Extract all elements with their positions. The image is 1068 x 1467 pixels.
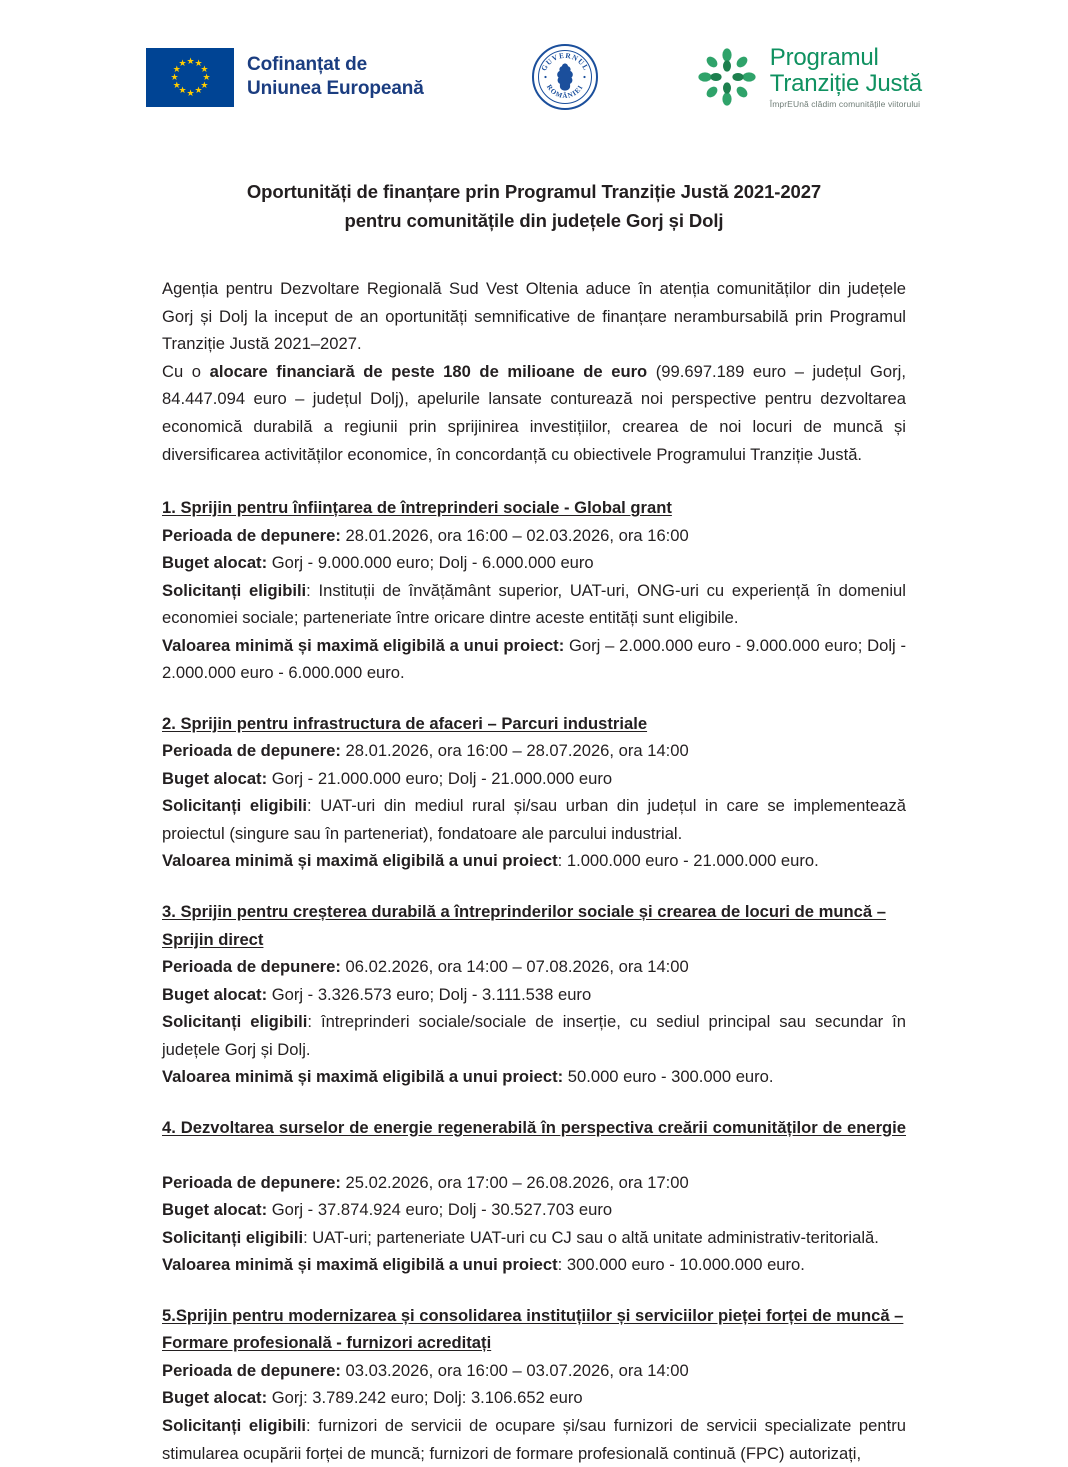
valoare-label-line — [162, 632, 906, 687]
perioada-label-line — [162, 737, 906, 765]
buget-label-line — [162, 549, 906, 577]
buget-label: Buget alocat: — [162, 553, 268, 573]
svg-text:GUVERNUL: GUVERNUL — [538, 50, 591, 73]
buget-value: Gorj - 21.000.000 euro; Dolj - 21.000.000 euro — [267, 768, 613, 788]
buget-value: Gorj - 9.000.000 euro; Dolj - 6.000.000 euro — [267, 553, 594, 573]
section-heading-1: 1. Sprijin pentru înființarea de întreprinderi sociale - Global grant — [162, 498, 672, 518]
ptj-logo-tagline: ÎmprEUnă clădim comunitățile viitorului — [769, 98, 921, 109]
solicitanti-label-line — [162, 1008, 906, 1063]
solicitanti-label: Solicitanți eligibili — [162, 1416, 307, 1435]
intro-p2-bold: alocare financiară de peste 180 de milioane de euro — [209, 361, 648, 381]
solicitanti-label: Solicitanți eligibili — [162, 580, 307, 600]
valoare-label-line — [162, 1063, 906, 1091]
ptj-logo-line2: Tranziție Justă — [769, 69, 922, 97]
perioada-label: Perioada de depunere: — [162, 957, 341, 977]
eu-logo-line1: Cofinanțat de — [247, 53, 368, 75]
eu-star-icon: ★ — [194, 85, 203, 96]
page-title — [162, 178, 906, 235]
eu-logo-text — [247, 53, 424, 102]
svg-text:ROMÂNIEI: ROMÂNIEI — [544, 83, 585, 101]
intro-block — [162, 275, 906, 468]
section-heading-4: 4. Dezvoltarea surselor de energie regenerabilă în perspectiva creării comunităților de energie — [162, 1117, 906, 1137]
buget-label-line — [162, 765, 906, 793]
page-title-line2: pentru comunitățile din județele Gorj și Dolj — [344, 209, 724, 231]
solicitanti-label: Solicitanți eligibili — [162, 1012, 308, 1032]
section-heading-5: 5.Sprijin pentru modernizarea și consolidarea instituțiilor și serviciilor pieței forței de muncă – Formare profesională - furnizori acreditați — [162, 1305, 904, 1353]
funding-section — [162, 494, 906, 687]
perioada-value: 06.02.2026, ora 14:00 – 07.08.2026, ora 14:00 — [340, 957, 689, 977]
valoare-label: Valoarea minimă și maximă eligibilă a unui proiect: — [162, 1067, 564, 1087]
perioada-label-line — [162, 1169, 906, 1197]
logo-bar — [0, 0, 1068, 116]
perioada-label-line — [162, 953, 906, 981]
buget-label: Buget alocat: — [162, 768, 268, 788]
perioada-label: Perioada de depunere: — [162, 1172, 341, 1192]
perioada-label: Perioada de depunere: — [162, 525, 341, 545]
perioada-value: 25.02.2026, ora 17:00 – 26.08.2026, ora 17:00 — [340, 1172, 689, 1192]
intro-paragraph-1: Agenția pentru Dezvoltare Regională Sud Vest Oltenia aduce în atenția comunităților din județele Gorj și Dolj la inceput de an oportunități semnificative de finanțare nerambursabilă prin Programul Tranziție Justă 2021–2027. — [162, 279, 906, 354]
buget-label-line — [162, 1384, 906, 1412]
buget-label-line — [162, 1196, 906, 1224]
eu-star-icon: ★ — [178, 85, 187, 96]
solicitanti-label: Solicitanți eligibili — [162, 1227, 304, 1247]
section-heading-3: 3. Sprijin pentru creșterea durabilă a întreprinderilor sociale și crearea de locuri de muncă – Sprijin direct — [162, 901, 886, 949]
valoare-label-line — [162, 847, 906, 875]
valoare-value: : 300.000 euro - 10.000.000 euro. — [557, 1255, 805, 1275]
solicitanti-label-line — [162, 792, 906, 847]
perioada-value: 03.03.2026, ora 16:00 – 03.07.2026, ora 14:00 — [340, 1360, 689, 1380]
buget-value: Gorj: 3.789.242 euro; Dolj: 3.106.652 euro — [267, 1388, 583, 1408]
solicitanti-value: : Instituții de învățământ superior, UAT-uri, ONG-uri cu experiență în domeniul economiei sociale; parteneriate între oricare dintre aceste entități sunt eligibile. — [162, 580, 906, 628]
intro-p2-post: (99.697.189 euro – județul Gorj, 84.447.094 euro – județul Dolj), apelurile lansate conturează noi perspective pentru dezvoltarea economică durabilă a regiunii prin sprijinirea investițiilor, crearea de noi locuri de muncă și diversificarea activităților economice, în concordanță cu obiectivele Programului Tranziție Justă. — [162, 361, 906, 464]
valoare-value: : 1.000.000 euro - 21.000.000 euro. — [557, 851, 819, 871]
eu-cofinancing-logo — [146, 48, 424, 107]
solicitanti-value: : UAT-uri din mediul rural și/sau urban din județul in care se implementează proiectul (singure sau în parteneriat), fondatoare ale parcului industrial. — [162, 796, 906, 843]
funding-section — [162, 1114, 906, 1279]
ptj-program-logo — [696, 45, 922, 109]
eu-star-icon: ★ — [200, 63, 209, 74]
eu-star-icon: ★ — [186, 87, 195, 98]
leaf-cluster-icon — [696, 46, 758, 108]
intro-paragraph-2 — [162, 358, 906, 468]
perioada-label: Perioada de depunere: — [162, 1360, 341, 1380]
valoare-value: Gorj – 2.000.000 euro - 9.000.000 euro; Dolj - 2.000.000 euro - 6.000.000 euro. — [162, 635, 906, 683]
buget-label: Buget alocat: — [162, 1200, 268, 1220]
buget-label-line — [162, 981, 906, 1009]
eu-logo-line2: Uniunea Europeană — [247, 78, 424, 99]
eu-star-icon: ★ — [170, 71, 179, 82]
section-heading-2: 2. Sprijin pentru infrastructura de afaceri – Parcuri industriale — [162, 713, 648, 733]
buget-label: Buget alocat: — [162, 984, 268, 1004]
solicitanti-value: : întreprinderi sociale/sociale de inserție, cu sediul principal sau secundar în județele Gorj și Dolj. — [162, 1012, 906, 1059]
perioada-label-line — [162, 1357, 906, 1385]
funding-section — [162, 898, 906, 1091]
funding-section — [162, 710, 906, 875]
perioada-label: Perioada de depunere: — [162, 741, 341, 761]
eu-flag-icon — [146, 48, 234, 107]
valoare-value: 50.000 euro - 300.000 euro. — [563, 1067, 774, 1087]
perioada-value: 28.01.2026, ora 16:00 – 28.07.2026, ora 14:00 — [340, 741, 689, 761]
ptj-logo-text — [770, 45, 922, 109]
buget-value: Gorj - 3.326.573 euro; Dolj - 3.111.538 euro — [267, 984, 592, 1004]
valoare-label: Valoarea minimă și maximă eligibilă a unui proiect — [162, 1255, 558, 1275]
valoare-label: Valoarea minimă și maximă eligibilă a unui proiect — [162, 851, 558, 871]
eu-star-icon: ★ — [194, 57, 203, 68]
sections-list — [162, 494, 906, 1467]
eu-star-icon: ★ — [202, 71, 211, 82]
solicitanti-label-line — [162, 577, 906, 632]
buget-value: Gorj - 37.874.924 euro; Dolj - 30.527.703 euro — [267, 1200, 613, 1220]
intro-p2-pre: Cu o — [162, 361, 210, 381]
ptj-logo-line1: Programul — [769, 44, 879, 71]
page-title-line1: Oportunități de finanțare prin Programul Tranziție Justă 2021-2027 — [246, 181, 822, 202]
document-body — [162, 116, 906, 1467]
solicitanti-value: : UAT-uri; parteneriate UAT-uri cu CJ sau o altă unitate administrativ-teritorială. — [303, 1227, 879, 1247]
solicitanti-label-line — [162, 1412, 906, 1467]
perioada-value: 28.01.2026, ora 16:00 – 02.03.2026, ora 16:00 — [340, 525, 689, 545]
eu-star-icon: ★ — [172, 79, 181, 90]
eu-star-icon: ★ — [186, 55, 195, 66]
eu-star-icon: ★ — [178, 57, 187, 68]
perioada-label-line — [162, 522, 906, 550]
funding-section — [162, 1302, 906, 1467]
eu-star-icon: ★ — [172, 63, 181, 74]
solicitanti-label-line — [162, 1224, 906, 1252]
solicitanti-label: Solicitanți eligibili — [162, 796, 308, 816]
buget-label: Buget alocat: — [162, 1388, 268, 1408]
eu-star-icon: ★ — [200, 79, 209, 90]
romanian-government-seal-icon — [532, 44, 598, 110]
solicitanti-value: : furnizori de servicii de ocupare și/sau furnizori de servicii specializate pentru stimularea ocupării forței de muncă; furnizori de formare profesională continuă (FPC) autorizați, — [162, 1416, 906, 1463]
valoare-label: Valoarea minimă și maximă eligibilă a unui proiect: — [162, 635, 565, 655]
valoare-label-line — [162, 1251, 906, 1279]
